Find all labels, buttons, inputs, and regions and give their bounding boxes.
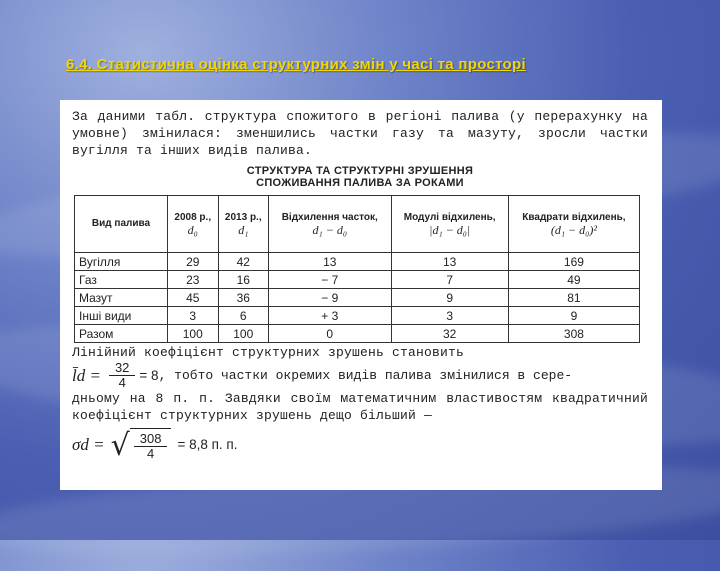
fuel-structure-table [74,195,640,343]
table-cell: 81 [508,289,639,307]
slide-title: 6.4. Статистична оцінка структурних змін у часі та просторі [66,56,526,73]
intro-paragraph: За даними табл. структура спожитого в регіоні палива (у перерахунку на умовне) змінилася: зменшились частки газу та мазуту, зросли частки вугілля та інших видів палива. [72,109,648,158]
table-cell: 3 [391,307,508,325]
table-cell: 6 [218,307,269,325]
fuel-type-cell: Вугілля [75,253,168,271]
table-cell: 13 [269,253,391,271]
column-header-symbol: |d₁ − d₀| [429,223,471,237]
table-row [75,289,640,307]
fuel-type-cell: Газ [75,271,168,289]
table-caption-line: СПОЖИВАННЯ ПАЛИВА ЗА РОКАМИ [256,177,464,189]
table-row [75,271,640,289]
table-caption-line: СТРУКТУРА ТА СТРУКТУРНІ ЗРУШЕННЯ [246,165,474,177]
table-cell: 0 [269,325,391,343]
formula-lhs: l̄d = [72,366,101,385]
radicand [130,428,172,461]
column-header-symbol: d₀ [187,223,198,237]
table-cell: 49 [508,271,639,289]
column-header-label: 2013 р., [224,212,262,223]
table-cell: 42 [218,253,269,271]
column-header-symbol: d₁ − d₀ [312,223,347,237]
table-cell: 9 [508,307,639,325]
table-row [75,325,640,343]
table-cell: 36 [218,289,269,307]
table-cell: − 9 [269,289,391,307]
column-header [168,196,219,253]
table-cell: 32 [391,325,508,343]
table-cell: 100 [218,325,269,343]
fraction-numerator: 308 [134,432,168,447]
fuel-type-cell: Мазут [75,289,168,307]
column-header [508,196,639,253]
table-cell: 45 [168,289,219,307]
formula-text: , тобто частки окремих видів палива змінилися в сере- [158,368,573,383]
fuel-type-cell: Разом [75,325,168,343]
table-cell: 16 [218,271,269,289]
table-body [75,253,640,343]
table-cell: 308 [508,325,639,343]
table-cell: 100 [168,325,219,343]
formula-result: = 8,8 п. п. [177,437,238,452]
column-header-symbol: d₁ [238,223,249,237]
column-header-symbol: (d₁ − d₀)² [550,223,597,237]
square-root [111,428,172,461]
table-cell: − 7 [269,271,391,289]
table-cell: 29 [168,253,219,271]
fraction-denominator: 4 [146,446,155,461]
fraction-denominator: 4 [118,375,126,390]
column-header-label: 2008 р., [174,212,212,223]
table-cell: 169 [508,253,639,271]
table-cell: 7 [391,271,508,289]
quadratic-coefficient-formula [72,428,648,461]
column-header-label: Квадрати відхилень, [522,212,626,223]
radical-sign-icon: √ [110,428,130,463]
formula-result: = 8 [139,368,159,383]
table-header-row [75,196,640,253]
fraction [134,432,168,461]
table-row [75,307,640,325]
column-header [269,196,391,253]
table-cell: 3 [168,307,219,325]
formula-lhs: σd = [72,435,105,454]
table-caption [72,165,648,189]
coefficient-paragraph: дньому на 8 п. п. Завдяки своїм математичним властивостям квадратичний коефіцієнт структурних зрушень дещо більший — [72,391,648,423]
table-cell: 23 [168,271,219,289]
column-header [391,196,508,253]
column-header-label: Модулі відхилень, [403,212,496,223]
table-cell: + 3 [269,307,391,325]
coefficient-intro: Лінійний коефіцієнт структурних зрушень становить [72,345,465,360]
table-cell: 9 [391,289,508,307]
column-header-label: Відхилення часток, [281,212,378,223]
table-row [75,253,640,271]
column-header [75,196,168,253]
fraction [109,361,135,390]
document-image [60,100,662,490]
table-cell: 13 [391,253,508,271]
fraction-numerator: 32 [109,361,135,376]
column-header [218,196,269,253]
linear-coefficient-formula [72,361,648,390]
column-header-label: Вид палива [91,218,151,229]
fuel-type-cell: Інші види [75,307,168,325]
